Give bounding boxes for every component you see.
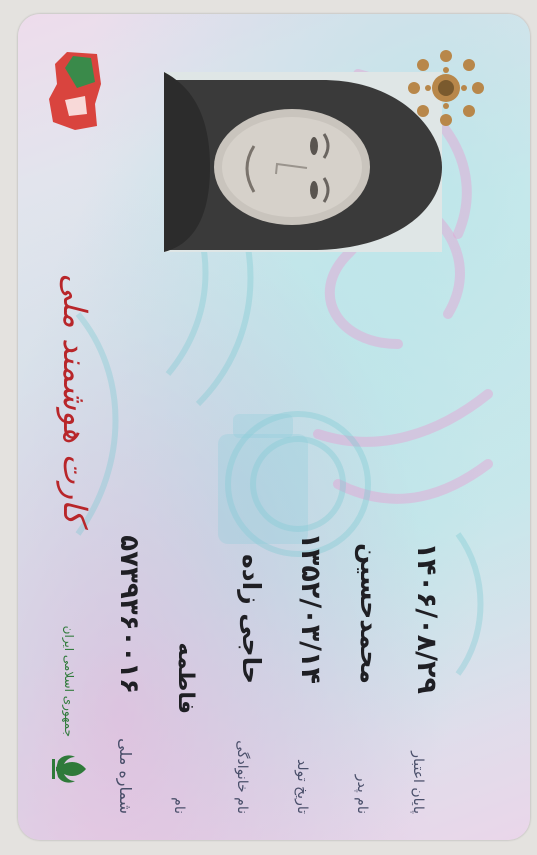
father-name-label: نام پدر bbox=[354, 774, 370, 814]
first-name-value: فاطمه bbox=[173, 642, 198, 714]
iran-emblem-icon bbox=[48, 748, 90, 790]
first-name-label: نام bbox=[171, 797, 187, 814]
expiry-date-label: پایان اعتبار bbox=[410, 751, 426, 814]
portrait-photo bbox=[164, 72, 442, 252]
last-name-label: نام خانوادگی bbox=[234, 740, 250, 814]
card-content bbox=[18, 14, 530, 840]
iran-map-icon bbox=[43, 44, 105, 134]
card-title: کارت هوشمند ملی bbox=[56, 273, 94, 524]
rosette-emblem-icon bbox=[404, 46, 488, 130]
national-id-card bbox=[18, 14, 530, 840]
national-id-value: ۵۷۳۹۳۶۰۰۱۶ bbox=[114, 535, 144, 694]
birth-date-label: تاریخ تولد bbox=[294, 758, 310, 814]
country-name: جمهوری اسلامی ایران bbox=[62, 625, 76, 737]
birth-date-value: ۱۳۵۲/۰۳/۱۴ bbox=[295, 532, 326, 684]
last-name-value: حاجی زاده bbox=[237, 554, 266, 684]
national-id-label: شماره ملی bbox=[116, 738, 135, 814]
expiry-date-value: ۱۴۰۶/۰۸/۲۹ bbox=[411, 542, 442, 694]
father-name-value: محمدحسین bbox=[355, 543, 384, 684]
